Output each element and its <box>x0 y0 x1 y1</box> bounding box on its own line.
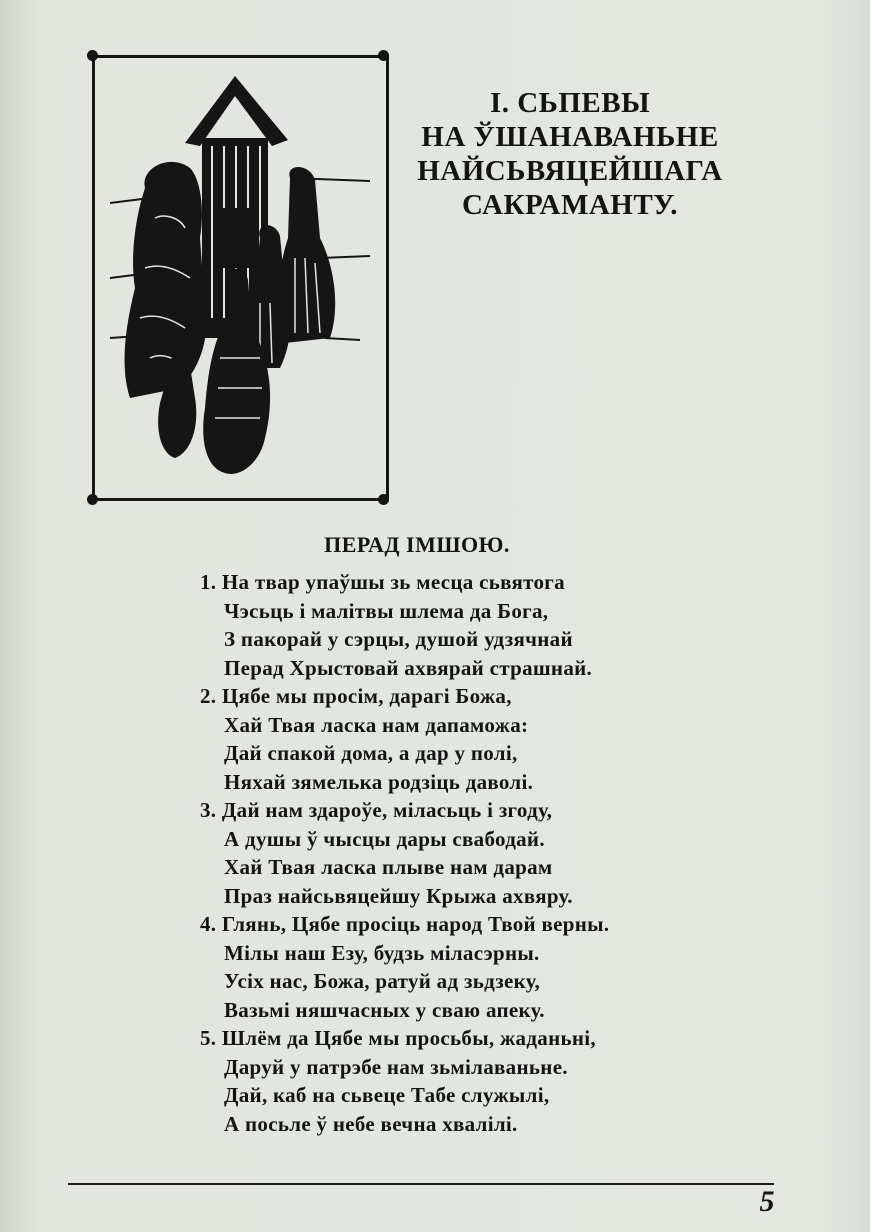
verse-line: Дай, каб на сьвеце Табе служылі, <box>224 1083 550 1107</box>
chapter-heading-line: I. СЬПЕВЫ <box>489 87 651 119</box>
verse-line: 1. На твар упаўшы зь месца сьвятога <box>200 570 565 594</box>
verse-line: А посьле ў небе вечна хвалілі. <box>224 1111 518 1136</box>
chapter-heading <box>405 86 735 222</box>
stanza <box>200 1024 760 1138</box>
verse-line: Хай Твая ласка нам дапаможа: <box>224 712 529 737</box>
verse-line: Няхай зямелька родзіць даволі. <box>224 769 534 794</box>
verse-line: 5. Шлём да Цябе мы просьбы, жаданьні, <box>200 1026 596 1050</box>
verse-line: А душы ў чысцы дары свабодай. <box>224 826 545 851</box>
verse-line: З пакорай у сэрцы, душой удзячнай <box>224 627 573 651</box>
chapter-heading-line: САКРАМАНТУ. <box>462 189 678 221</box>
verse-line: Усіх нас, Божа, ратуй ад зьдзеку, <box>224 969 540 993</box>
frame-corner-ornament <box>87 494 98 505</box>
verse-line: Чэсьць і малітвы шлема да Бога, <box>224 598 549 623</box>
frame-corner-ornament <box>87 50 98 61</box>
stanza <box>200 796 760 910</box>
frame-corner-ornament <box>378 494 389 505</box>
section-title: ПЕРАД ІМШОЮ. <box>324 532 510 557</box>
stanza <box>200 910 760 1024</box>
chapter-heading-line: НАЙСЬВЯЦЕЙШАГА <box>417 155 723 187</box>
frame-corner-ornament <box>378 50 389 61</box>
verse-line: 3. Дай нам здароўе, міласьць і згоду, <box>200 798 553 822</box>
verse-line: Праз найсьвяцейшу Крыжа ахвяру. <box>224 883 573 908</box>
verse-line: 4. Глянь, Цябе просіць народ Твой верны. <box>200 912 610 936</box>
verse-line: Дай спакой дома, а дар у полі, <box>224 741 518 765</box>
verse-line: Хай Твая ласка плыве нам дарам <box>224 855 553 879</box>
verse-line: Даруй у патрэбе нам зьмілаваньне. <box>224 1054 568 1079</box>
verse-line: Мілы наш Езу, будзь міласэрны. <box>224 940 540 965</box>
hymn-text <box>200 568 760 1138</box>
verse-line: Перад Хрыстовай ахвярай страшнай. <box>224 655 593 680</box>
verse-line: Вазьмі няшчасных у сваю апеку. <box>224 997 545 1022</box>
verse-line: 2. Цябе мы просім, дарагі Божа, <box>200 684 512 708</box>
stanza <box>200 568 760 682</box>
wayside-shrine-with-praying-figures-icon <box>110 68 370 488</box>
stanza <box>200 682 760 796</box>
footer-divider <box>68 1183 774 1185</box>
page-number: 5 <box>759 1185 775 1218</box>
chapter-heading-line: НА ЎШАНАВАНЬНЕ <box>421 121 719 153</box>
